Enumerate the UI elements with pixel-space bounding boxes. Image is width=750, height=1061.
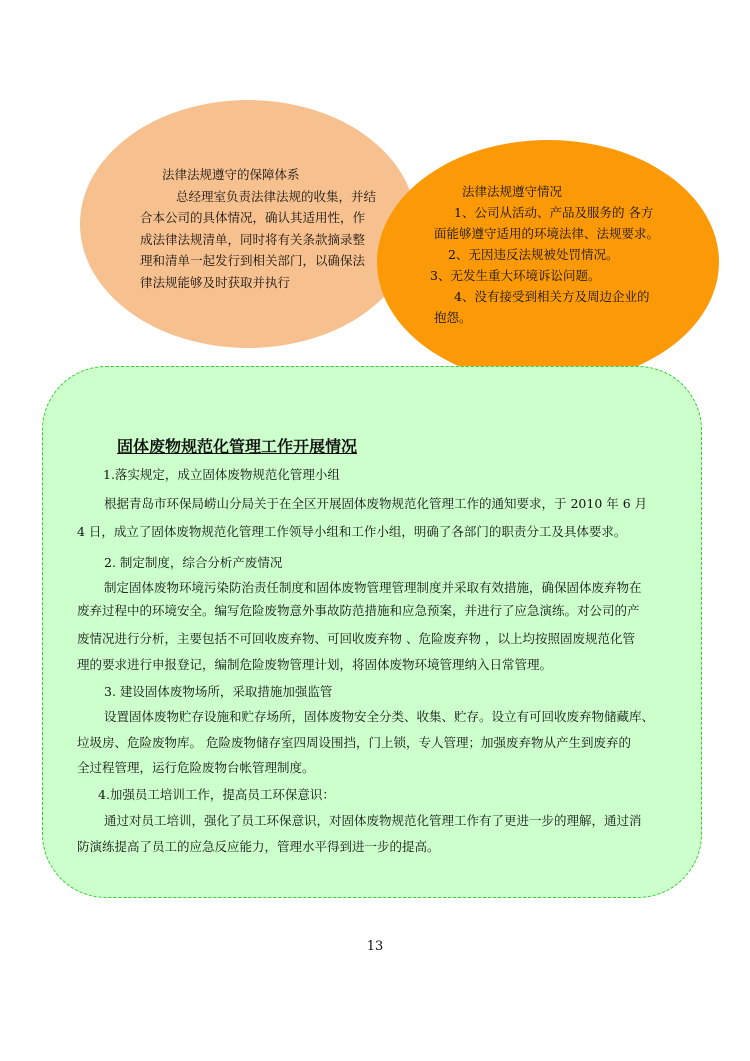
right-bubble-line: 4、没有接受到相关方及周边企业的 [454, 289, 650, 304]
paragraph-line: 3. 建设固体废物场所，采取措施加强监管 [104, 684, 333, 699]
paragraph-line: 2. 制定制度，综合分析产废情况 [104, 555, 283, 570]
paragraph-line: 设置固体废物贮存设施和贮存场所，固体废物安全分类、收集、贮存。设立有可回收废弃物储藏库、 [104, 709, 655, 724]
paragraph-line: 垃圾房、危险废物库。 危险废物储存室四周设围挡，门上锁，专人管理；加强废弃物从产生到废弃的 [77, 735, 631, 750]
right-bubble-line: 2、无因违反法规被处罚情况。 [448, 247, 619, 262]
right-bubble-line: 1、公司从活动、产品及服务的 各方 [454, 205, 654, 220]
left-bubble-line: 理和清单一起发行到相关部门，以确保法 [140, 253, 366, 268]
paragraph-line: 4 日，成立了固体废物规范化管理工作领导小组和工作小组，明确了各部门的职责分工及具体要求。 [77, 524, 627, 539]
left-bubble-line: 合本公司的具体情况，确认其适用性，作 [140, 210, 366, 225]
paragraph-line: 1.落实规定，成立固体废物规范化管理小组 [103, 467, 340, 482]
right-bubble-line: 面能够遵守适用的环境法律、法规要求。 [434, 226, 660, 241]
right-bubble-title: 法律法规遵守情况 [462, 184, 563, 199]
left-bubble-line: 总经理室负责法律法规的收集，并结 [176, 188, 377, 204]
right-bubble-text [430, 181, 659, 328]
paragraph-line: 理的要求进行申报登记，编制危险废物管理计划，将固体废物环境管理纳入日常管理。 [77, 657, 553, 672]
left-bubble-text [140, 164, 376, 293]
left-bubble-line: 律法规能够及时获取并执行 [140, 274, 291, 290]
paragraph-line: 根据青岛市环保局崂山分局关于在全区开展固体废物规范化管理工作的通知要求，于 2010 年 6 月 [104, 496, 648, 511]
left-bubble-title: 法律法规遵守的保障体系 [162, 167, 300, 182]
paragraph-line: 防演练提高了员工的应急反应能力，管理水平得到进一步的提高。 [77, 839, 440, 854]
right-bubble-line: 抱怨。 [434, 310, 472, 325]
paragraph-line: 通过对员工培训，强化了员工环保意识，对固体废物规范化管理工作有了更进一步的理解，通过消 [104, 813, 642, 828]
section-heading: 固体废物规范化管理工作开展情况 [117, 437, 358, 456]
left-bubble-line: 成法律法规清单，同时将有关条款摘录整 [140, 231, 366, 247]
paragraph-line: 制定固体废物环境污染防治责任制度和固体废物管理管理制度并采取有效措施，确保固体废弃物在 [104, 580, 642, 595]
page-number: 13 [366, 939, 384, 954]
paragraph-line: 全过程管理，运行危险废物台帐管理制度。 [77, 760, 315, 775]
paragraph-line: 废情况进行分析，主要包括不可回收废弃物、可回收废弃物 、危险废弃物 ，以上均按照固废规范化管 [77, 631, 635, 646]
paragraph-line: 废弃过程中的环境安全。编写危险废物意外事故防范措施和应急预案，并进行了应急演练。对公司的产 [77, 603, 640, 618]
right-bubble-line: 3、无发生重大环境诉讼问题。 [430, 268, 601, 283]
paragraph-line: 4.加强员工培训工作，提高员工环保意识： [98, 787, 335, 802]
